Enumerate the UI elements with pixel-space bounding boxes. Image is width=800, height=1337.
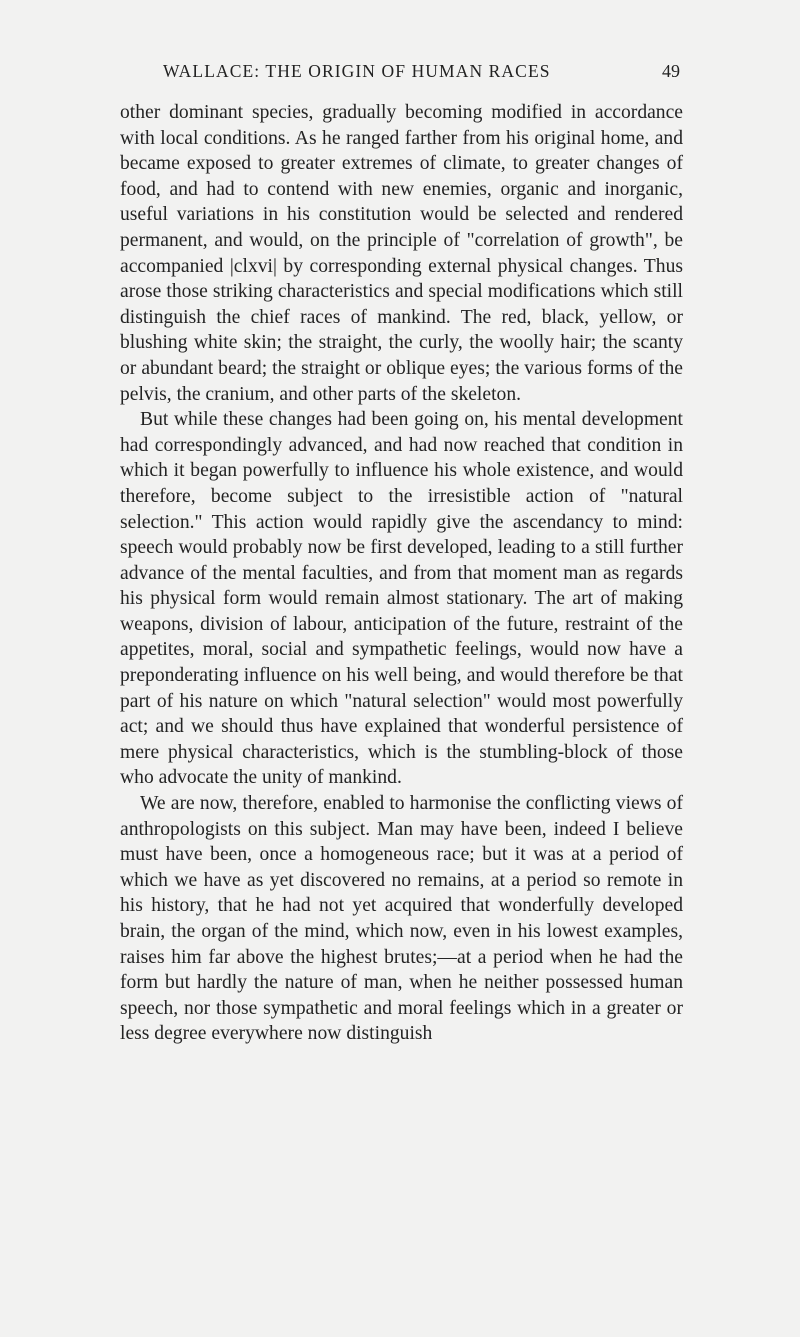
- paragraph-2: But while these changes had been going on, his mental development had correspondingly advanced, and had now reached that condition in which it began powerfully to influence his whole existence, and would therefore, become subject to the irresistible action of "natural selection." This action would rapidly give the ascendancy to mind: speech would probably now be first developed, leading to a still further advance of the mental faculties, and from that moment man as regards his physical form would remain almost stationary. The art of making weapons, division of labour, anticipation of the future, restraint of the appetites, moral, social and sympathetic feelings, would now have a preponderating influence on his well being, and would therefore be that part of his nature on which "natural selection" would most powerfully act; and we should thus have explained that wonderful persistence of mere physical characteristics, which is the stumbling-block of those who advocate the unity of mankind.: [120, 409, 683, 789]
- page-number: 49: [662, 61, 680, 81]
- running-head: [120, 61, 680, 85]
- paragraph-1: other dominant species, gradually becoming modified in accordance with local conditions. As he ranged farther from his original home, and became exposed to greater extremes of climate, to greater changes of food, and had to contend with new enemies, organic and inorganic, useful variations in his constitution would be selected and rendered permanent, and would, on the principle of "correlation of growth", be accompanied |clxvi| by corresponding external physical changes. Thus arose those striking characteristics and special modifications which still distinguish the chief races of mankind. The red, black, yellow, or blushing white skin; the straight, the curly, the woolly hair; the scanty or abundant beard; the straight or oblique eyes; the various forms of the pelvis, the cranium, and other parts of the skeleton.: [120, 102, 683, 405]
- paragraph-3: We are now, therefore, enabled to harmonise the conflicting views of anthropologists on this subject. Man may have been, indeed I believe must have been, once a homogeneous race; but it was at a period of which we have as yet discovered no remains, at a period so remote in his history, that he had not yet acquired that wonderfully developed brain, the organ of the mind, which now, even in his lowest examples, raises him far above the highest brutes;—at a period when he had the form but hardly the nature of man, when he neither possessed human speech, nor those sympathetic and moral feelings which in a greater or less degree everywhere now distinguish: [120, 793, 683, 1045]
- running-title: WALLACE: THE ORIGIN OF HUMAN RACES: [163, 61, 551, 81]
- body-text: [120, 100, 683, 1047]
